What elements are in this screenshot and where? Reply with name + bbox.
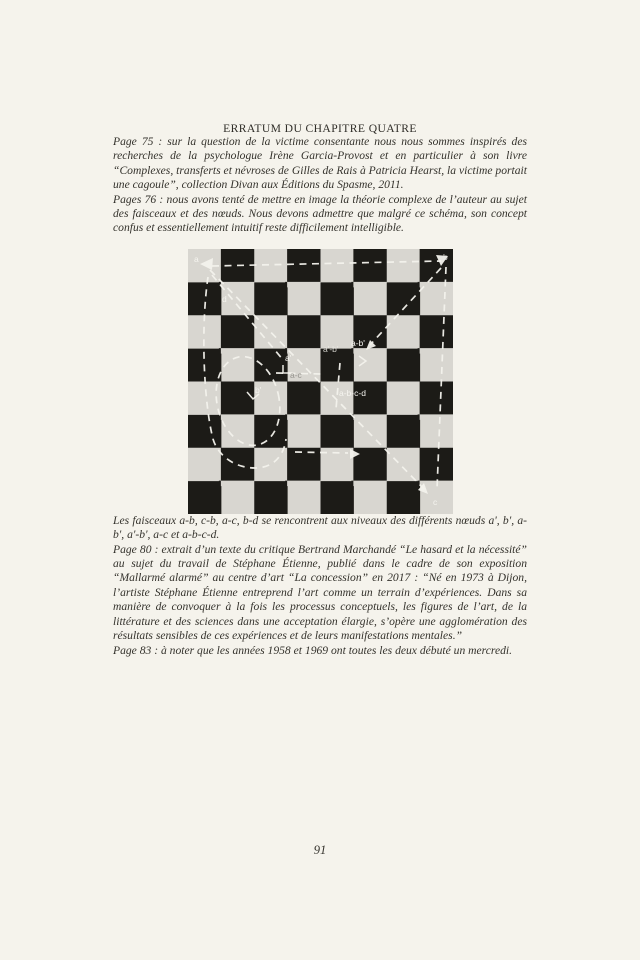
label-b: b <box>442 251 448 262</box>
label-b-prime: b' <box>254 384 261 395</box>
node-vertical-connector <box>336 363 340 409</box>
label-node-a-b-prime: a-b' <box>350 337 365 348</box>
label-a: a <box>193 253 199 264</box>
chessboard-overlay-svg <box>188 249 453 514</box>
figure-caption: Les faisceaux a-b, c-b, a-c, b-d se rencontrent aux niveaux des différents nœuds a', b', a-b', a'-b', a-c et a-b-c-d. <box>113 513 527 542</box>
loop-left-arc <box>203 277 285 468</box>
label-node-a-b-c-d: a-b-c-d <box>338 387 366 398</box>
paragraph-page-80: Page 80 : extrait d’un texte du critique Bertrand Marchandé “Le hasard et la nécessité” au sujet du travail de Stéphane Étienne, publié dans le cadre de son exposition “Mallarmé alarmé” au centre d’art “La concession” en 2017 : “Né en 1973 à Dijon, l’artiste Stéphane Étienne entreprend l’art comme un terrain d’expériences. Dans sa manière de convoquer à la fois les processus conceptuels, les figures de l’art, de la littérature et des sciences dans une acceptation élargie, s’opère une agglomération des résultats sensibles de ces expériences et de leurs manifestations mentales.” <box>113 542 527 643</box>
arrowhead-loop-exit <box>350 449 360 459</box>
label-node-a-prime-b-prime: a'-b' <box>322 343 339 354</box>
loop-ellipse-b-prime <box>207 350 288 452</box>
label-d: d <box>221 293 227 304</box>
arrowhead-a <box>200 258 213 270</box>
page-number: 91 <box>313 843 327 857</box>
beam-b-d-line <box>370 268 441 345</box>
chessboard-figure <box>188 249 453 514</box>
beam-a-d-line <box>212 275 284 361</box>
page-title: ERRATUM DU CHAPITRE QUATRE <box>223 122 417 135</box>
label-node-a-c: a-c <box>289 369 302 380</box>
loop-exit-line <box>295 452 348 453</box>
paragraph-page-76: Pages 76 : nous avons tenté de mettre en image la théorie complexe de l’auteur au sujet des faisceaux et des nœuds. Nous devons admettre que malgré ce schéma, son concept confus et essentiellement intuitif reste difficilement intelligible. <box>113 192 527 235</box>
paragraph-page-75: Page 75 : sur la question de la victime consentante nous nous sommes inspirés des recherches de la psychologue Irène Garcia-Provost et en particulier à son livre “Complexes, transferts et névroses de Gilles de Rais à Patricia Hearst, la victime portait une cagoule”, collection Divan aux Éditions du Spasme, 2011. <box>113 135 527 192</box>
paragraph-page-83: Page 83 : à noter que les années 1958 et 1969 ont toutes les deux débuté un mercredi. <box>113 643 513 657</box>
arrowhead-c <box>418 483 428 494</box>
beam-a-b-line <box>212 261 441 266</box>
beam-b-c-line <box>437 267 446 489</box>
beam-a-c-line <box>210 270 424 489</box>
label-a-prime: a' <box>284 352 291 363</box>
label-c: c <box>432 496 437 507</box>
arrow-right-node-a-b-prime <box>359 356 366 366</box>
arrowhead-node-a-b-prime <box>366 340 376 350</box>
